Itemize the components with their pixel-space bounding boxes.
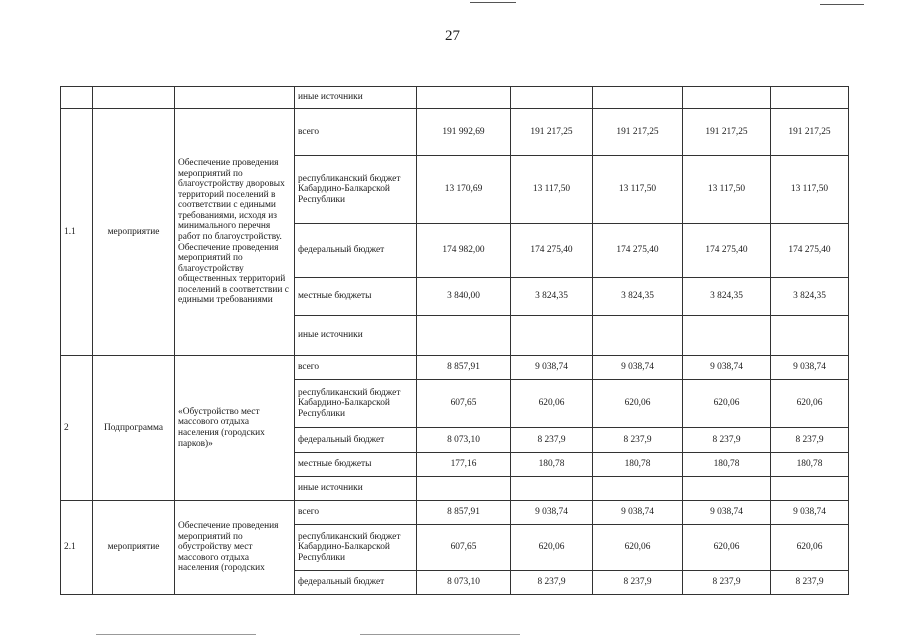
value-cell: 8 237,9 <box>771 571 849 595</box>
value-cell: 620,06 <box>593 380 683 428</box>
value-cell: 180,78 <box>771 453 849 477</box>
item-type: мероприятие <box>93 109 175 356</box>
value-cell: 13 117,50 <box>511 156 593 224</box>
funding-source: всего <box>295 356 417 380</box>
value-cell: 9 038,74 <box>771 356 849 380</box>
value-cell: 9 038,74 <box>511 356 593 380</box>
value-cell: 9 038,74 <box>511 501 593 525</box>
value-cell: 8 237,9 <box>771 428 849 453</box>
value-cell: 620,06 <box>511 525 593 571</box>
funding-source: всего <box>295 501 417 525</box>
value-cell <box>417 477 511 501</box>
item-type: Подпрограмма <box>93 356 175 501</box>
value-cell <box>511 316 593 356</box>
value-cell: 620,06 <box>771 380 849 428</box>
value-cell <box>683 477 771 501</box>
value-cell: 8 237,9 <box>683 428 771 453</box>
value-cell: 9 038,74 <box>683 356 771 380</box>
value-cell: 177,16 <box>417 453 511 477</box>
table-row <box>61 109 849 156</box>
value-cell: 9 038,74 <box>683 501 771 525</box>
table-cell <box>61 87 93 109</box>
value-cell: 9 038,74 <box>593 501 683 525</box>
value-cell: 13 117,50 <box>771 156 849 224</box>
funding-source: федеральный бюджет <box>295 428 417 453</box>
funding-source: федеральный бюджет <box>295 224 417 278</box>
value-cell: 620,06 <box>771 525 849 571</box>
value-cell: 3 824,35 <box>683 278 771 316</box>
table-row <box>61 356 849 380</box>
funding-source: федеральный бюджет <box>295 571 417 595</box>
value-cell: 13 117,50 <box>593 156 683 224</box>
value-cell: 8 237,9 <box>593 428 683 453</box>
table-cell <box>683 87 771 109</box>
value-cell: 620,06 <box>683 525 771 571</box>
value-cell: 174 275,40 <box>771 224 849 278</box>
value-cell: 180,78 <box>511 453 593 477</box>
funding-source: республиканский бюджет Кабардино-Балкарской Республики <box>295 525 417 571</box>
table-cell <box>771 87 849 109</box>
value-cell: 174 275,40 <box>511 224 593 278</box>
table-row <box>61 87 849 109</box>
funding-source: всего <box>295 109 417 156</box>
value-cell: 191 217,25 <box>771 109 849 156</box>
page-number: 27 <box>445 28 460 44</box>
funding-source: республиканский бюджет Кабардино-Балкарской Республики <box>295 156 417 224</box>
funding-source: иные источники <box>295 316 417 356</box>
value-cell: 3 824,35 <box>593 278 683 316</box>
value-cell: 3 824,35 <box>771 278 849 316</box>
scan-artifact <box>96 634 256 635</box>
funding-source: местные бюджеты <box>295 453 417 477</box>
value-cell <box>511 477 593 501</box>
value-cell: 9 038,74 <box>771 501 849 525</box>
value-cell <box>593 477 683 501</box>
value-cell: 3 824,35 <box>511 278 593 316</box>
table-cell <box>511 87 593 109</box>
value-cell: 180,78 <box>593 453 683 477</box>
value-cell: 174 982,00 <box>417 224 511 278</box>
budget-table <box>60 86 849 595</box>
value-cell <box>593 316 683 356</box>
scan-artifact <box>470 2 516 3</box>
value-cell: 8 857,91 <box>417 501 511 525</box>
value-cell: 191 992,69 <box>417 109 511 156</box>
value-cell: 607,65 <box>417 380 511 428</box>
scan-artifact <box>820 4 864 5</box>
table-cell <box>93 87 175 109</box>
funding-source: иные источники <box>295 477 417 501</box>
value-cell: 8 237,9 <box>593 571 683 595</box>
funding-source: республиканский бюджет Кабардино-Балкарской Республики <box>295 380 417 428</box>
item-description: Обеспечение проведения мероприятий по благоустройству дворовых территорий поселений в соответствии с едиными требованиями, исходя из минимального перечня работ по благоустройству. Обеспечение проведения мероприятий по благоустройству общественных территорий поселений в соответствии с едиными требованиями <box>175 109 295 356</box>
item-description: «Обустройство мест массового отдыха населения (городских парков)» <box>175 356 295 501</box>
value-cell: 191 217,25 <box>511 109 593 156</box>
value-cell: 191 217,25 <box>683 109 771 156</box>
value-cell: 13 170,69 <box>417 156 511 224</box>
item-type: мероприятие <box>93 501 175 595</box>
value-cell <box>683 316 771 356</box>
value-cell: 8 073,10 <box>417 571 511 595</box>
funding-source: иные источники <box>295 87 417 109</box>
value-cell: 174 275,40 <box>683 224 771 278</box>
value-cell: 13 117,50 <box>683 156 771 224</box>
item-number: 1.1 <box>61 109 93 356</box>
value-cell <box>771 477 849 501</box>
item-description: Обеспечение проведения мероприятий по обустройству мест массового отдыха населения (городских <box>175 501 295 595</box>
value-cell <box>417 316 511 356</box>
table-cell <box>417 87 511 109</box>
value-cell: 8 073,10 <box>417 428 511 453</box>
value-cell: 8 237,9 <box>511 571 593 595</box>
item-number: 2 <box>61 356 93 501</box>
table-cell <box>593 87 683 109</box>
value-cell: 8 237,9 <box>511 428 593 453</box>
value-cell: 191 217,25 <box>593 109 683 156</box>
value-cell: 620,06 <box>511 380 593 428</box>
value-cell: 8 857,91 <box>417 356 511 380</box>
table-row <box>61 501 849 525</box>
value-cell: 607,65 <box>417 525 511 571</box>
value-cell: 3 840,00 <box>417 278 511 316</box>
value-cell: 174 275,40 <box>593 224 683 278</box>
value-cell <box>771 316 849 356</box>
scan-artifact <box>360 634 520 635</box>
value-cell: 620,06 <box>683 380 771 428</box>
value-cell: 620,06 <box>593 525 683 571</box>
value-cell: 8 237,9 <box>683 571 771 595</box>
table-cell <box>175 87 295 109</box>
value-cell: 9 038,74 <box>593 356 683 380</box>
value-cell: 180,78 <box>683 453 771 477</box>
item-number: 2.1 <box>61 501 93 595</box>
funding-source: местные бюджеты <box>295 278 417 316</box>
